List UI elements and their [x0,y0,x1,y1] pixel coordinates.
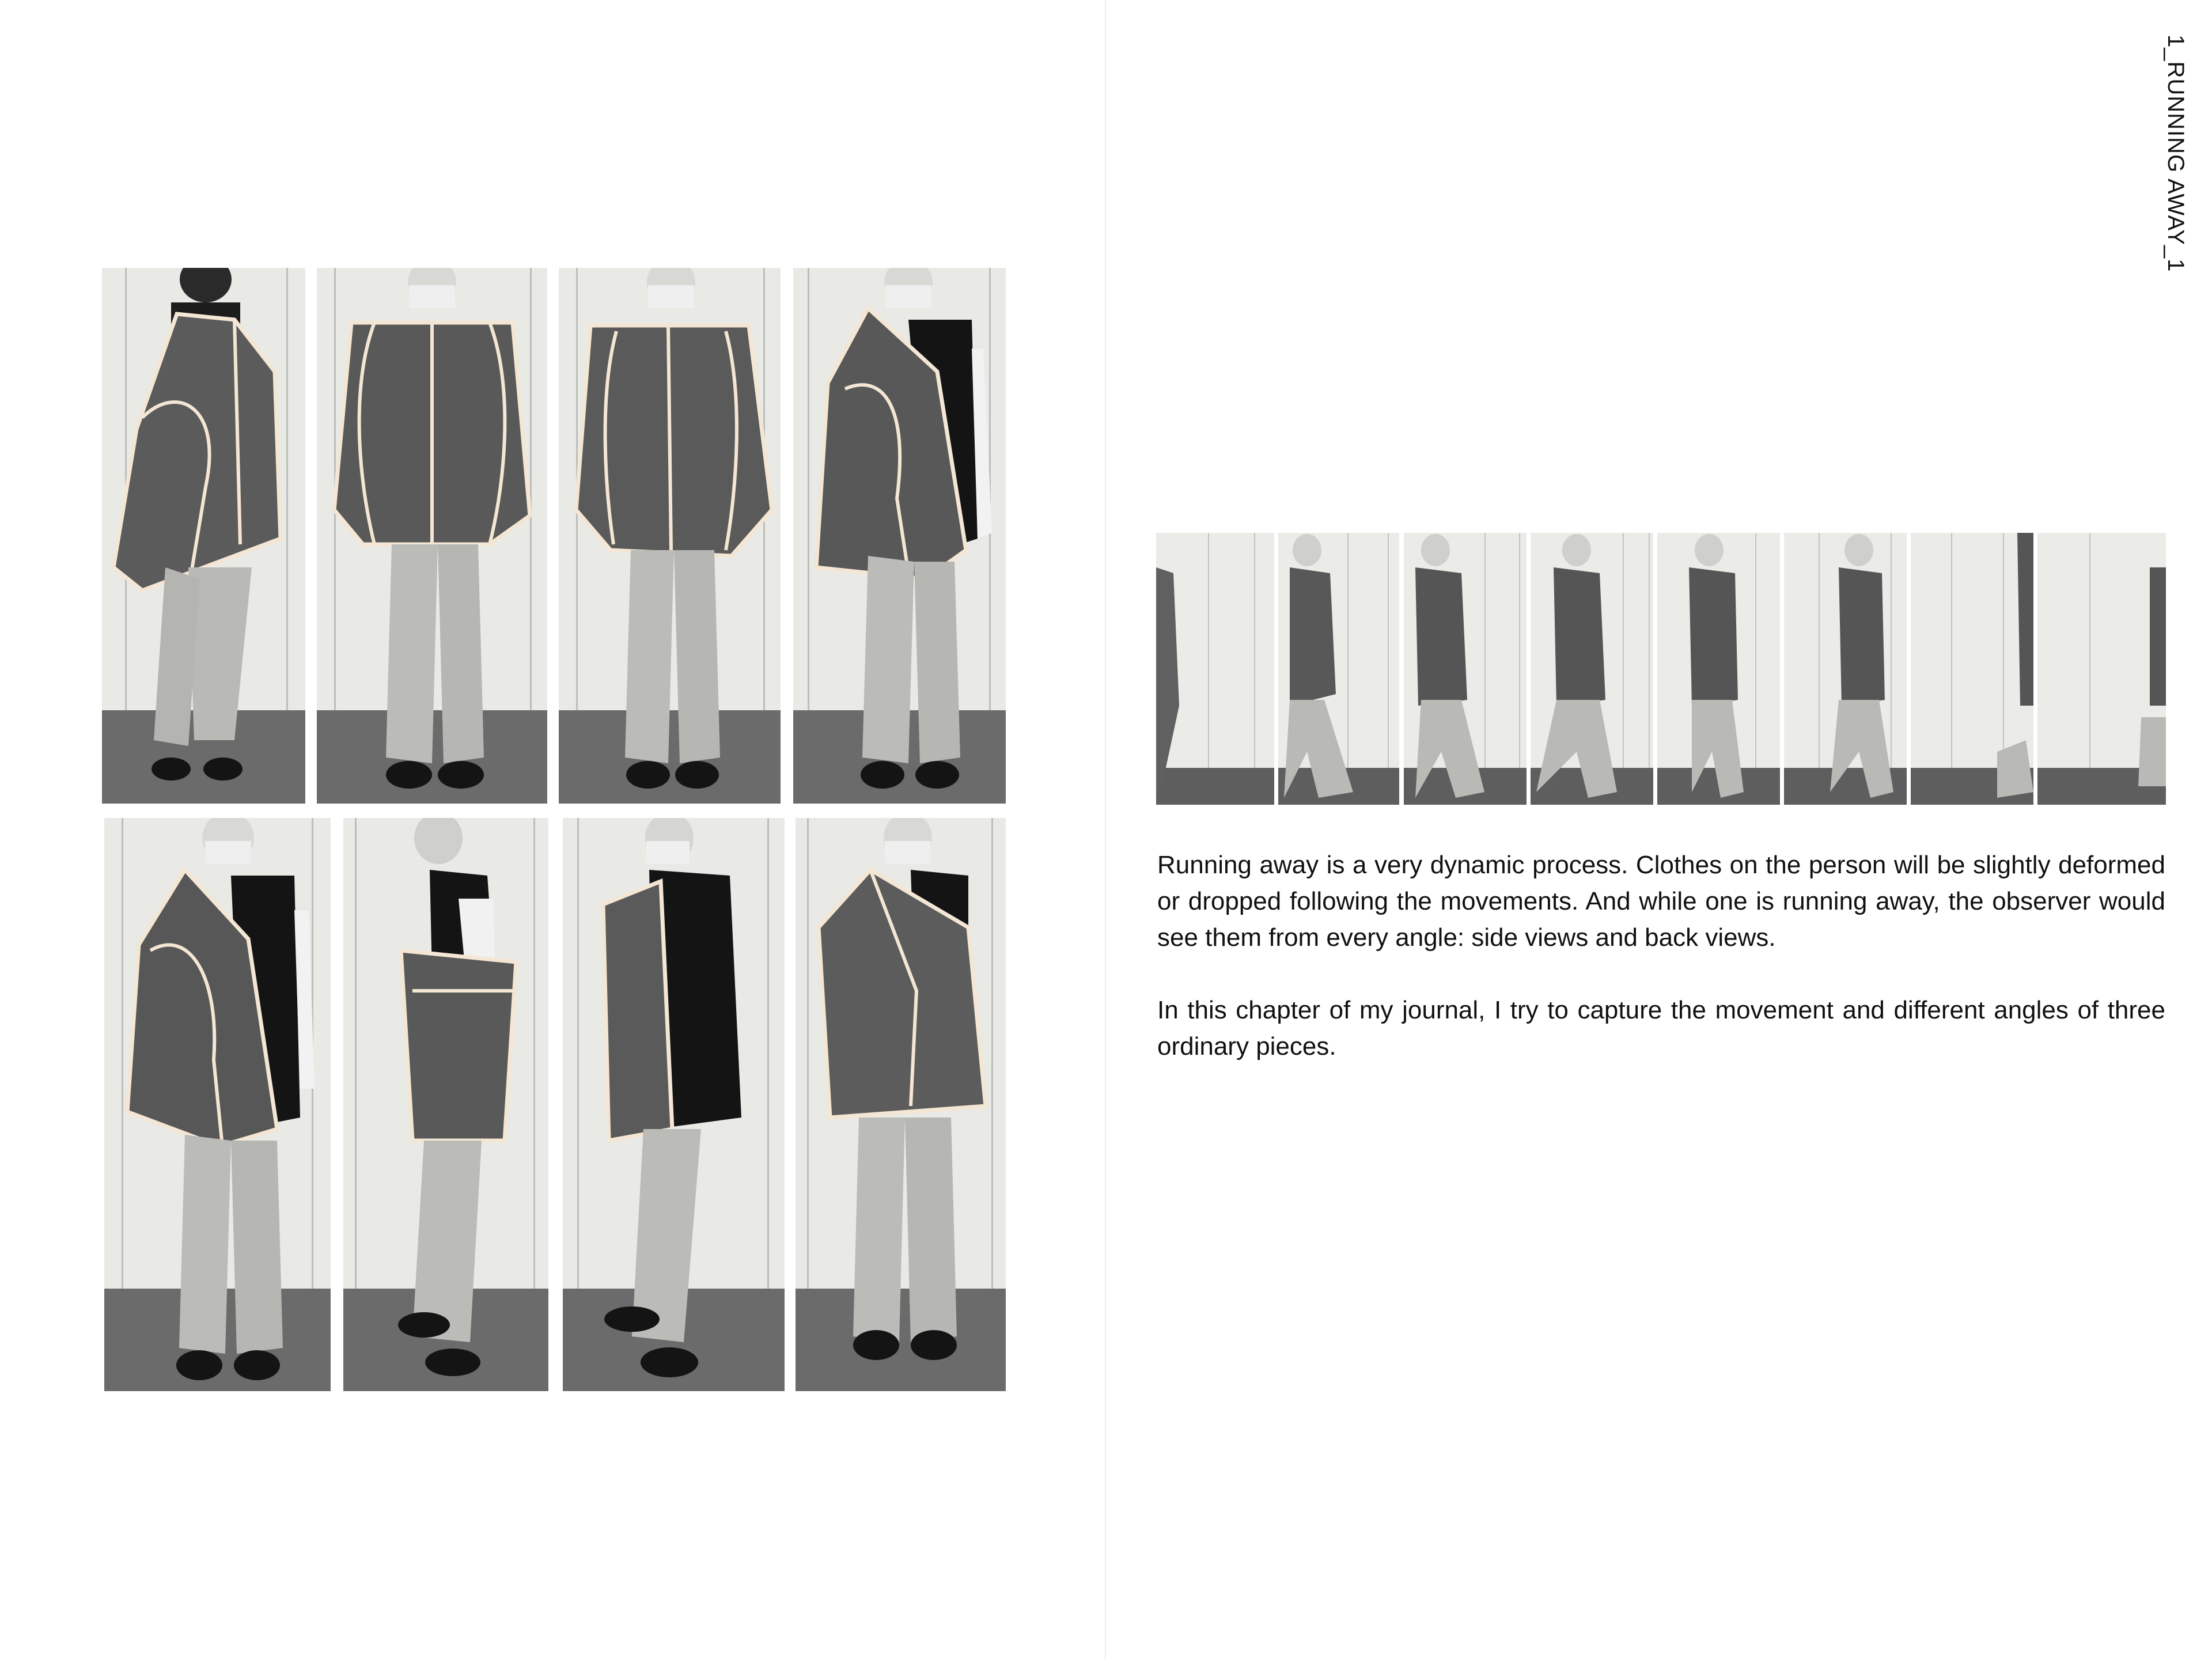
paragraph-1: Running away is a very dynamic process. Clothes on the person will be slightly deformed or dropped following the movements. And while one is running away, the observer would see them from every angle: side views and back views. [1157,851,2165,952]
garment-photo-front-drape-view [793,268,1006,804]
garment-photo-front-view-2 [559,268,781,804]
chapter-label-text: 1_RUNNING AWAY_1 [2163,35,2188,272]
strip-frame-2 [1278,533,1399,805]
left-page [0,0,1105,1659]
garment-photo-side-view-2 [563,818,785,1391]
garment-photo-front-wrap-view [796,818,1006,1391]
strip-frame-6 [1784,533,1907,805]
garment-photo-back-view [102,268,305,804]
strip-frame-4 [1531,533,1653,805]
right-page [1106,0,2212,1659]
garment-photo-front-view-3 [104,818,331,1391]
strip-frame-3 [1404,533,1527,805]
chapter-label [2154,35,2200,300]
strip-frame-8 [2037,533,2166,805]
chapter-body-text [1157,847,2165,1101]
strip-frame-5 [1657,533,1780,805]
paragraph-2: In this chapter of my journal, I try to capture the movement and different angles of three ordinary pieces. [1157,996,2165,1060]
garment-photo-front-view-1 [317,268,547,804]
garment-photo-side-view-1 [343,818,548,1391]
strip-frame-1 [1156,533,1274,805]
strip-frame-7 [1911,533,2033,805]
